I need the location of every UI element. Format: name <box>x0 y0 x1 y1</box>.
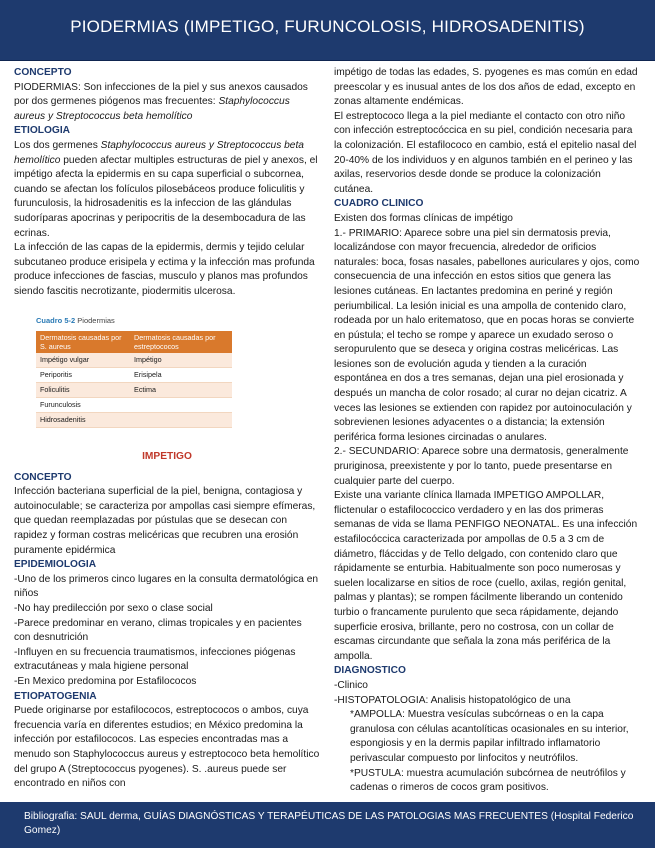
etiopatogenia-heading: ETIOPATOGENIA <box>14 690 97 702</box>
list-item: -En Mexico predomina por Estafilococos <box>14 676 197 687</box>
list-item: -Parece predominar en verano, climas tropicales y en pacientes con desnutrición <box>14 617 302 644</box>
left-column <box>14 66 320 792</box>
table-row: Periporitis Erisipela <box>36 368 232 383</box>
table-row: Impétigo vulgar Impétigo <box>36 353 232 368</box>
etiologia-text: Los dos germenes Staphylococcus aureus y Streptococcus beta hemolítico pueden afectar multiples estructuras de piel y anexos, el impétigo afecta la epidermis en su capa superficial o subcornea, cuando se afectan los folículos pilosebáceos produce foliculitis y furunculosis, la hidrosadenitis es la infeccion de las glándulas sudoríparas apocrinas y peripocritis de la desembocadura de las ecrinas. <box>14 139 318 239</box>
impetigo-heading: IMPETIGO <box>142 451 192 463</box>
concepto-text: PIODERMIAS: Son infecciones de la piel y sus anexos causados por dos germenes piógenos mas frecuentes: Staphylococcus aureus y Streptococcus beta hemolítico <box>14 81 308 122</box>
cuadro-clinico-heading: CUADRO CLINICO <box>334 198 424 210</box>
list-item: -Uno de los primeros cinco lugares en la consulta dermatológica en niños <box>14 573 319 600</box>
bibliography-footer <box>0 802 655 848</box>
table-header-aureus: Dermatosis causadas por S. aureus <box>36 331 130 353</box>
colonizacion-text: El estreptococo llega a la piel mediante el contacto con otro niño con infección estreptocóccica en su piel, condición necesaria para la colonización. El estafilococo en cambio, está el epitelio nasal del 20-40% de los individuos y en algunos también en el perineo y las axilas, reservorios desde donde se produce la colonización cutánea. <box>334 110 637 195</box>
table-header-estreptococos: Dermatosis causadas por estreptococos <box>130 331 232 353</box>
table-row: Hidrosadenitis <box>36 413 232 428</box>
etiologia-text-2: La infección de las capas de la epidermis, dermis y tejido celular subcutaneo produce erisipela y ectima y la infección mas profunda produce infecciones de fascias, musculo y planos mas profundos siendo fascitis necrotizante, piodermitis ulcerosa. <box>14 242 315 297</box>
epidemiologia-heading: EPIDEMIOLOGIA <box>14 559 97 571</box>
piodermias-table-figure <box>36 314 232 429</box>
list-item: *AMPOLLA: Muestra vesículas subcórneas o en la capa granulosa con células acantolíticas ocasionales en su interior, espongiosis y en la dermis papilar infiltrado inflamatorio perivascular compuesto por linfocitos y neutrófilos. <box>350 709 629 764</box>
etiopatogenia-text: Puede originarse por estafilococos, estreptococos o ambos, cuya frecuencia varía en diferentes estudios; en México predomina la infección por estafilococos. Las especies encontradas mas a menudo son Staphylococcus aureus y estreptococo beta hemolítico del grupo A (Streptococcus pyogenes). S. .aureus puede ser encontrado en niños con <box>14 705 320 790</box>
page-title: PIODERMIAS (IMPETIGO, FURUNCOLOSIS, HIDROSADENITIS) <box>70 17 585 36</box>
table-row: Foliculitis Ectima <box>36 383 232 398</box>
figure-caption: Cuadro 5-2 Piodermias <box>36 315 115 325</box>
concepto-heading: CONCEPTO <box>14 67 72 78</box>
list-item: -No hay predilección por sexo o clase social <box>14 603 213 615</box>
diagnostico-heading: DIAGNOSTICO <box>334 665 406 677</box>
etiologia-heading: ETIOLOGIA <box>14 125 71 137</box>
list-item: -Influyen en su frecuencia traumatismos, infecciones piógenas extracutáneas y mala higiene personal <box>14 646 296 673</box>
list-item: -Clinico <box>334 679 368 691</box>
list-item: -HISTOPATOLOGIA: Analisis histopatológico de una <box>334 694 571 706</box>
concepto-2-text: Infección bacteriana superficial de la piel, benigna, contagiosa y autoinoculable; se caracteriza por ampollas casi siempre efímeras, que quedan reemplazadas por pústulas que se desecan con rapidez y forman costras melicéricas que recubren una erosión puramente epidérmica <box>14 486 316 556</box>
piodermias-table <box>36 331 232 428</box>
list-item: *PUSTULA: muestra acumulación subcórnea de neutrófilos y cadenas o rimeros de cocos gram positivos. <box>350 767 626 794</box>
etiopatogenia-continued: impétigo de todas las edades, S. pyogenes es mas común en edad preescolar y es inusual antes de los dos años de edad, excepto en zonas altamente endémicas. <box>334 67 638 108</box>
title-banner <box>0 0 655 61</box>
secundario-text: 2.- SECUNDARIO: Aparece sobre una dermatosis, generalmente pruriginosa, preexistente y por lo tanto, puede presentarse en cualquier parte del cuerpo. <box>334 446 629 487</box>
right-column <box>334 66 642 796</box>
primario-text: 1.- PRIMARIO: Aparece sobre una piel sin dermatosis previa, localizándose con mayor frecuencia, alrededor de orificios naturales: boca, fosas nasales, pabellones auriculares y ojos, como consecuencia de una infección en estos sitios que genera las lesiones cutáneas. En lactantes predomina en periné y región periumbilical. La lesión inicial es una ampolla de contenido claro, rodeada por un halo eritematoso, que en pocas horas se convierte en pústula; el techo se rompe y aparece un exudado seroso o seropurulento que se deseca y origina costras melicéricas. Las lesiones son de evolución aguda y tienden a la curación espontánea en dos a tres semanas, dejan una piel erosionada y después un mancha de color rosado; al curar no dejan cicatriz. A veces las lesiones se extienden con rapidez por autoinoculación y sobrevienen lesiones adyacentes o a distancia; la extensión periférica forma lesiones circinadas o anulares. <box>334 227 640 443</box>
table-row: Furunculosis <box>36 398 232 413</box>
bibliography-text: Bibliografia: SAUL derma, GUÍAS DIAGNÓSTICAS Y TERAPÉUTICAS DE LAS PATOLOGIAS MAS FRECUENTES (Hospital Federico Gomez) <box>24 811 634 836</box>
variante-text: Existe una variante clínica llamada IMPETIGO AMPOLLAR, flictenular o estafilococcico verdadero y en las dos primeras semanas de vida se llama PENFIGO NEONATAL. Es una infección estafilocóccica caracterizada por ampollas de 0.5 a 3 cm de diámetro, fláccidas y de Tello delgado, con contenido claro que rápidamente se enturbia. Habitualmente son poco numerosas y suelen localizarse en sitios de roce (cuello, axilas, región genital, palmas y plantas); se rompen fácilmente liberando un contenido turbio o francamente purulento que seca rápidamente, dejando superficie erosiva, brillante, pero no costrosa, con un collar de escamas circundante que señala la zona más periférica de la ampolla. <box>334 490 638 662</box>
concepto-2-heading: CONCEPTO <box>14 471 72 483</box>
cuadro-intro: Existen dos formas clínicas de impétigo <box>334 212 513 224</box>
